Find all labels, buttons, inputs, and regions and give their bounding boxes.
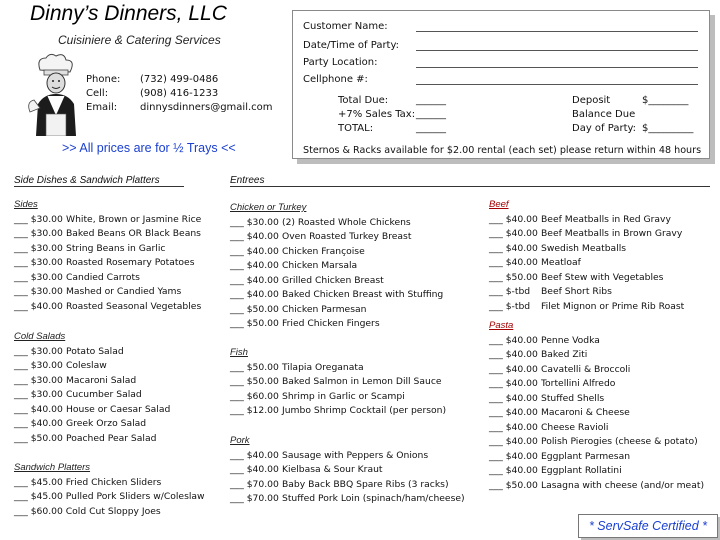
fish-item-name: Jumbo Shrimp Cocktail (per person): [282, 405, 447, 416]
cold-salads-item-price: ___ $30.00: [14, 360, 63, 371]
chicken-item-name: Fried Chicken Fingers: [282, 318, 380, 329]
sides-section: [14, 198, 201, 314]
pork-item: [230, 478, 465, 493]
chicken-item-price: ___ $50.00: [230, 303, 279, 315]
cold-salads-item: [14, 345, 170, 360]
fish-item: [230, 361, 446, 376]
sides-item-name: Roasted Rosemary Potatoes: [66, 257, 195, 268]
beef-item: [489, 227, 684, 242]
deposit-value: $________: [642, 95, 689, 106]
promo-banner: >> All prices are for ½ Trays <<: [62, 141, 236, 155]
business-name: Dinny’s Dinners, LLC: [30, 2, 227, 25]
sides-item-name: Candied Carrots: [66, 271, 140, 283]
total-label: TOTAL:: [338, 123, 374, 134]
fish-item-price: ___ $50.00: [230, 376, 279, 387]
cell-label: Cell:: [86, 88, 109, 99]
sides-item-price: ___ $30.00: [14, 257, 63, 268]
beef-item-name: Beef Meatballs in Red Gravy: [541, 213, 671, 225]
chicken-item-price: ___ $40.00: [230, 260, 279, 271]
pork-item: [230, 463, 465, 478]
pasta-item: [489, 377, 704, 392]
side-dishes-header: Side Dishes & Sandwich Platters: [14, 175, 184, 187]
business-tagline: Cuisiniere & Catering Services: [58, 33, 221, 47]
pasta-item-name: Lasagna with cheese (and/or meat): [541, 479, 705, 491]
cold-salads-item: [14, 417, 170, 432]
balance-due-label: Balance Due: [572, 109, 636, 120]
sternos-note: Sternos & Racks available for $2.00 rental (each set) please return within 48 hours: [303, 145, 702, 156]
pork-item: [230, 449, 465, 464]
beef-item: [489, 256, 684, 271]
fish-item-price: ___ $12.00: [230, 405, 279, 416]
beef-item: [489, 242, 684, 257]
cold-salads-item-price: ___ $30.00: [14, 374, 63, 386]
total-due-value: ______: [416, 95, 446, 106]
pasta-item-price: ___ $40.00: [489, 378, 538, 389]
sides-item-price: ___ $30.00: [14, 286, 63, 297]
total-value: ______: [416, 123, 446, 134]
cold-salads-item-name: Poached Pear Salad: [66, 432, 157, 444]
fish-item: [230, 390, 446, 405]
cellphone-blank[interactable]: [416, 74, 698, 85]
cold-salads-item: [14, 374, 170, 389]
contact-info: [86, 73, 273, 115]
cold-salads-item-price: ___ $30.00: [14, 389, 63, 400]
sides-item-name: White, Brown or Jasmine Rice: [66, 213, 202, 225]
sales-tax-value: ______: [416, 109, 446, 120]
total-due-label: Total Due:: [338, 95, 389, 106]
sides-item: [14, 213, 201, 228]
pasta-item-price: ___ $40.00: [489, 363, 538, 375]
pasta-item: [489, 450, 704, 465]
chicken-item: [230, 303, 443, 318]
sides-title: Sides: [14, 199, 38, 210]
pasta-item-price: ___ $40.00: [489, 407, 538, 418]
pasta-item-name: Tortellini Alfredo: [541, 378, 616, 389]
beef-item-name: Filet Mignon or Prime Rib Roast: [541, 300, 685, 312]
sandwich-item-text: ___ $60.00 Cold Cut Sloppy Joes: [14, 505, 161, 517]
cellphone-label: Cellphone #:: [303, 74, 368, 85]
chicken-item-name: Chicken Marsala: [282, 260, 358, 271]
beef-item-price: ___ $40.00: [489, 228, 538, 239]
pork-item-name: Kielbasa & Sour Kraut: [282, 464, 383, 475]
sides-item: [14, 256, 201, 271]
pasta-item-name: Penne Vodka: [541, 334, 600, 346]
sales-tax-label: +7% Sales Tax:: [338, 109, 416, 120]
party-location-blank[interactable]: [416, 57, 698, 68]
pork-item-name: Stuffed Pork Loin (spinach/ham/cheese): [282, 493, 465, 504]
cold-salads-item: [14, 388, 170, 403]
party-location-label: Party Location:: [303, 57, 378, 68]
pork-section: [230, 434, 465, 507]
chef-icon: [26, 52, 84, 136]
fish-item-name: Baked Salmon in Lemon Dill Sauce: [282, 376, 442, 387]
pasta-item-name: Polish Pierogies (cheese & potato): [541, 436, 698, 447]
cold-salads-item-name: Cucumber Salad: [66, 389, 142, 400]
cold-salads-item-price: ___ $30.00: [14, 345, 63, 357]
chicken-item: [230, 317, 443, 332]
fish-title: Fish: [230, 347, 248, 358]
pasta-item-name: Stuffed Shells: [541, 392, 605, 404]
pasta-item-name: Macaroni & Cheese: [541, 407, 630, 418]
chicken-item-price: ___ $40.00: [230, 274, 279, 286]
fish-item-price: ___ $60.00: [230, 390, 279, 402]
chicken-item: [230, 259, 443, 274]
chicken-item: [230, 245, 443, 260]
pasta-item: [489, 464, 704, 479]
beef-item: [489, 271, 684, 286]
fish-item-name: Shrimp in Garlic or Scampi: [282, 390, 405, 402]
sandwich-item: [14, 490, 205, 505]
deposit-label: Deposit: [572, 95, 611, 106]
cold-salads-item: [14, 432, 170, 447]
party-datetime-blank[interactable]: [416, 40, 698, 51]
sandwich-title: Sandwich Platters: [14, 462, 91, 473]
phone-value: (732) 499-0486: [140, 74, 219, 85]
day-of-party-label: Day of Party:: [572, 123, 637, 134]
email-value: dinnysdinners@gmail.com: [140, 102, 273, 113]
cold-salads-item-price: ___ $40.00: [14, 418, 63, 429]
sides-item: [14, 242, 201, 257]
chicken-item-price: ___ $40.00: [230, 245, 279, 257]
chicken-item-price: ___ $50.00: [230, 318, 279, 329]
chicken-item: [230, 230, 443, 245]
sandwich-item: [14, 476, 205, 491]
beef-item-price: ___ $40.00: [489, 257, 538, 268]
pasta-item-name: Eggplant Parmesan: [541, 450, 631, 462]
cold-salads-title: Cold Salads: [14, 331, 66, 342]
cold-salads-item-name: Coleslaw: [66, 360, 107, 371]
pasta-item: [489, 392, 704, 407]
beef-item-name: Swedish Meatballs: [541, 242, 627, 254]
pasta-item: [489, 348, 704, 363]
pasta-item-price: ___ $40.00: [489, 349, 538, 360]
party-location-row: [303, 57, 698, 68]
totals-right: [572, 94, 693, 136]
chicken-item: [230, 274, 443, 289]
beef-item: [489, 213, 684, 228]
chicken-item-price: ___ $40.00: [230, 231, 279, 242]
beef-item: [489, 300, 684, 315]
party-datetime-row: [303, 40, 698, 51]
cell-value: (908) 416-1233: [140, 88, 219, 99]
pork-item-price: ___ $40.00: [230, 464, 279, 475]
customer-name-row: [303, 21, 698, 32]
order-form-box: [292, 10, 710, 159]
fish-item-name: Tilapia Oreganata: [282, 361, 364, 373]
cold-salads-item-name: House or Caesar Salad: [66, 403, 171, 415]
pasta-item: [489, 479, 704, 494]
pasta-item-price: ___ $50.00: [489, 479, 538, 491]
totals-left: [338, 94, 446, 136]
pasta-item-price: ___ $40.00: [489, 465, 538, 476]
beef-item-price: ___ $-tbd: [489, 286, 531, 297]
pasta-item-price: ___ $40.00: [489, 450, 538, 462]
cold-salads-item-name: Potato Salad: [66, 345, 124, 357]
cold-salads-item: [14, 359, 170, 374]
chicken-item-price: ___ $40.00: [230, 289, 279, 300]
sandwich-item: [14, 505, 205, 520]
pasta-item: [489, 406, 704, 421]
sides-item-name: Baked Beans OR Black Beans: [66, 228, 201, 239]
pork-item-price: ___ $70.00: [230, 493, 279, 504]
sides-item-price: ___ $30.00: [14, 242, 63, 254]
pasta-item-price: ___ $40.00: [489, 421, 538, 433]
customer-name-label: Customer Name:: [303, 21, 388, 32]
beef-item-name: Beef Short Ribs: [541, 286, 612, 297]
fish-item: [230, 404, 446, 419]
chicken-item-name: Oven Roasted Turkey Breast: [282, 231, 412, 242]
pasta-section: [489, 319, 704, 493]
pasta-item: [489, 435, 704, 450]
beef-section: [489, 198, 684, 314]
chicken-item-name: Grilled Chicken Breast: [282, 274, 384, 286]
sides-item-name: Mashed or Candied Yams: [66, 286, 182, 297]
cold-salads-item-price: ___ $40.00: [14, 403, 63, 415]
pasta-item-name: Cheese Ravioli: [541, 421, 609, 433]
sandwich-item-text: ___ $45.00 Fried Chicken Sliders: [14, 476, 162, 488]
pork-item-price: ___ $70.00: [230, 478, 279, 490]
cold-salads-section: [14, 330, 170, 446]
cold-salads-item-name: Macaroni Salad: [66, 374, 137, 386]
chicken-item-name: Chicken Françoise: [282, 245, 365, 257]
customer-name-blank[interactable]: [416, 21, 698, 32]
pasta-item: [489, 334, 704, 349]
cold-salads-item: [14, 403, 170, 418]
cellphone-row: [303, 74, 698, 85]
chicken-item-name: (2) Roasted Whole Chickens: [282, 216, 411, 228]
chicken-item-name: Baked Chicken Breast with Stuffing: [282, 289, 444, 300]
party-datetime-label: Date/Time of Party:: [303, 40, 400, 51]
sides-item-name: Roasted Seasonal Vegetables: [66, 300, 202, 312]
sides-item-price: ___ $30.00: [14, 271, 63, 283]
chicken-item-price: ___ $30.00: [230, 216, 279, 228]
pasta-item: [489, 363, 704, 378]
beef-item: [489, 285, 684, 300]
cold-salads-item-price: ___ $50.00: [14, 432, 63, 444]
beef-title: Beef: [489, 199, 509, 210]
pork-item-price: ___ $40.00: [230, 449, 279, 461]
sides-item: [14, 285, 201, 300]
beef-item-price: ___ $40.00: [489, 213, 538, 225]
beef-item-name: Beef Stew with Vegetables: [541, 271, 664, 283]
sandwich-item-text: ___ $45.00 Pulled Pork Sliders w/Coleslaw: [14, 491, 205, 502]
beef-item-price: ___ $40.00: [489, 242, 538, 254]
beef-item-name: Beef Meatballs in Brown Gravy: [541, 228, 683, 239]
pork-item: [230, 492, 465, 507]
chicken-section: [230, 201, 443, 332]
pasta-title: Pasta: [489, 320, 514, 331]
chicken-item-name: Chicken Parmesan: [282, 303, 367, 315]
pork-item-name: Sausage with Peppers & Onions: [282, 449, 429, 461]
chicken-item: [230, 288, 443, 303]
sides-item: [14, 300, 201, 315]
pasta-item-name: Cavatelli & Broccoli: [541, 363, 631, 375]
phone-label: Phone:: [86, 74, 121, 85]
email-label: Email:: [86, 102, 118, 113]
pasta-item-price: ___ $40.00: [489, 334, 538, 346]
pasta-item-name: Eggplant Rollatini: [541, 465, 622, 476]
cold-salads-item-name: Greek Orzo Salad: [66, 418, 147, 429]
chicken-item: [230, 216, 443, 231]
fish-section: [230, 346, 446, 419]
beef-item-price: ___ $50.00: [489, 271, 538, 283]
sides-item-price: ___ $30.00: [14, 213, 63, 225]
pork-title: Pork: [230, 435, 250, 446]
sides-item: [14, 227, 201, 242]
sides-item: [14, 271, 201, 286]
fish-item: [230, 375, 446, 390]
servsafe-badge: * ServSafe Certified *: [578, 514, 718, 538]
beef-item-name: Meatloaf: [541, 257, 581, 268]
sides-item-name: String Beans in Garlic: [66, 242, 166, 254]
day-of-party-value: $_________: [642, 123, 694, 134]
sides-item-price: ___ $30.00: [14, 228, 63, 239]
pasta-item: [489, 421, 704, 436]
beef-item-price: ___ $-tbd: [489, 300, 531, 312]
fish-item-price: ___ $50.00: [230, 361, 279, 373]
pasta-item-price: ___ $40.00: [489, 392, 538, 404]
entrees-header: Entrees: [230, 175, 710, 187]
sandwich-section: [14, 461, 205, 519]
pasta-item-price: ___ $40.00: [489, 436, 538, 447]
chicken-title: Chicken or Turkey: [230, 202, 307, 213]
pasta-item-name: Baked Ziti: [541, 349, 588, 360]
sides-item-price: ___ $40.00: [14, 300, 63, 312]
pork-item-name: Baby Back BBQ Spare Ribs (3 racks): [282, 478, 449, 490]
